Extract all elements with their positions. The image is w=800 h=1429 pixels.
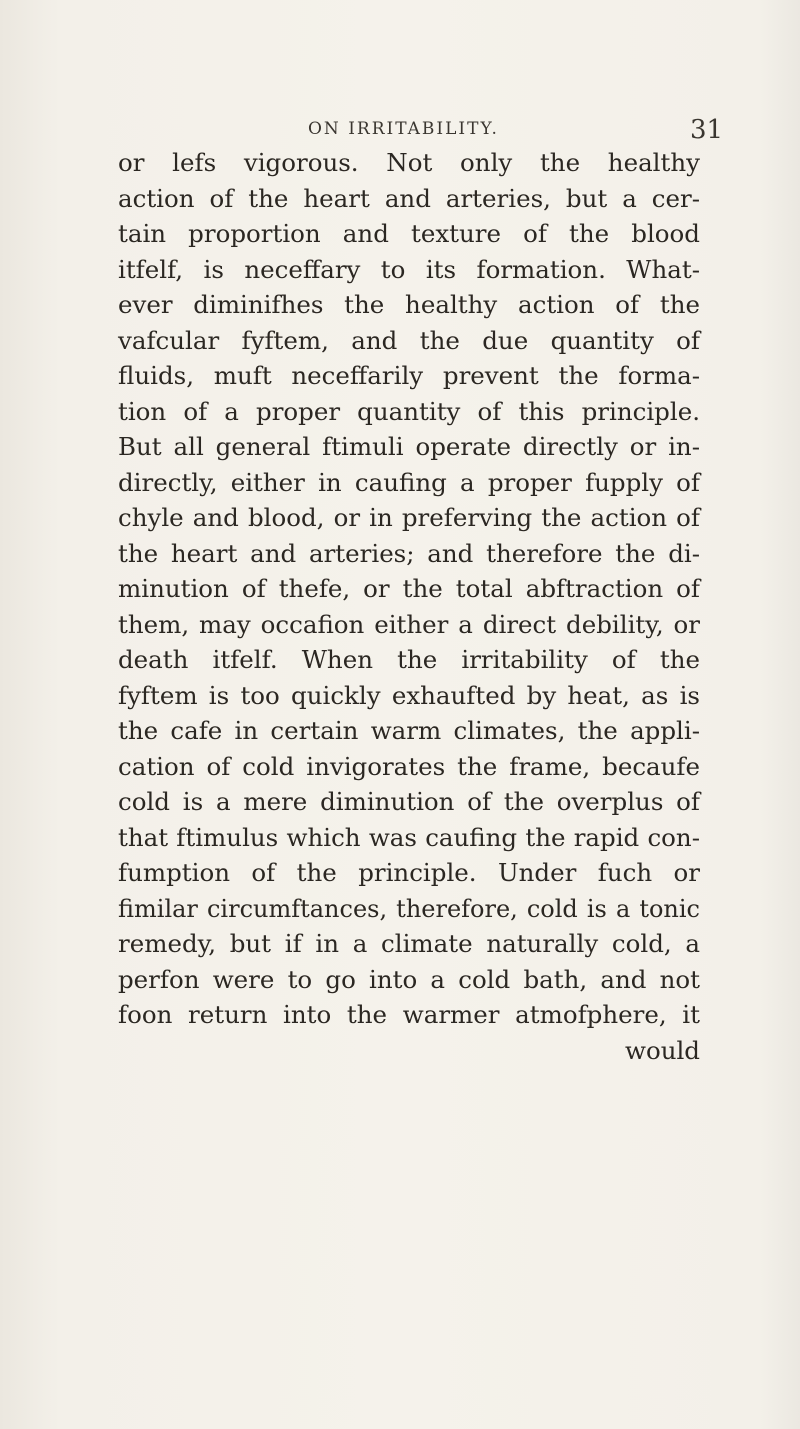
text-line: that ftimulus which was caufing the rapid con- — [118, 822, 700, 852]
text-line: cation of cold invigorates the frame, becaufe — [118, 751, 700, 781]
text-line: the cafe in certain warm climates, the appli- — [118, 716, 700, 745]
text-line: ever diminifhes the healthy action of the — [118, 290, 700, 319]
text-line: tain proportion and texture of the blood — [118, 219, 700, 248]
text-line: But all general ftimuli operate directly or in- — [118, 432, 700, 461]
running-head: ON IRRITABILITY. — [308, 119, 499, 139]
text-line: perfon were to go into a cold bath, and not — [118, 964, 700, 994]
text-line: foon return into the warmer atmofphere, it — [118, 1000, 700, 1029]
text-line: fluids, muft neceffarily prevent the forma- — [118, 361, 700, 390]
text-line: death itfelf. When the irritability of the — [118, 645, 700, 674]
text-line: action of the heart and arteries, but a cer- — [118, 183, 700, 213]
text-line: fumption of the principle. Under fuch or — [118, 858, 700, 887]
text-line: directly, either in caufing a proper fupply of — [118, 467, 700, 497]
catchword: would — [624, 1035, 700, 1065]
text-line: them, may occafion either a direct debility, or — [118, 609, 700, 639]
text-line: remedy, but if in a climate naturally cold, a — [118, 929, 700, 958]
text-line: cold is a mere diminution of the overplus of — [118, 787, 700, 816]
page-number: 31 — [690, 115, 724, 145]
text-line: or lefs vigorous. Not only the healthy — [118, 148, 700, 177]
text-line: itfelf, is neceffary to its formation. What- — [118, 254, 700, 284]
text-line: vafcular fyftem, and the due quantity of — [118, 325, 700, 355]
text-line: minution of thefe, or the total abftraction of — [118, 574, 700, 603]
text-line: the heart and arteries; and therefore the di- — [118, 538, 700, 568]
text-line: chyle and blood, or in preferving the action of — [118, 503, 700, 532]
text-line: fyftem is too quickly exhaufted by heat, as is — [118, 680, 700, 710]
text-line: fimilar circumftances, therefore, cold is a tonic — [118, 894, 700, 923]
text-line: tion of a proper quantity of this principle. — [118, 396, 700, 426]
